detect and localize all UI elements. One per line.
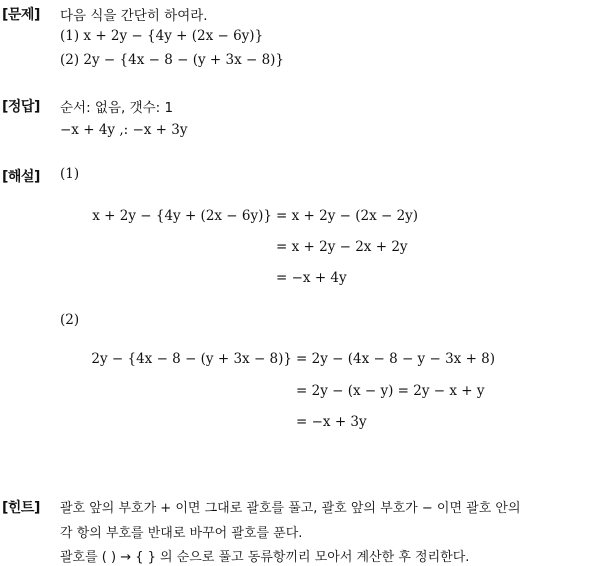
answer-label: [정답] — [2, 99, 40, 115]
solution-part1-step-1: = x + 2y − (2x − 2y) — [276, 208, 419, 224]
solution-part2-number: (2) — [60, 312, 80, 328]
hint-line-3: 괄호를 ( ) → { } 의 순으로 풀고 동류항끼리 모아서 계산한 후 정리한다. — [60, 550, 470, 565]
problem-label: [문제] — [2, 7, 40, 23]
hint-label: [힌트] — [2, 500, 40, 516]
problem-instruction: 다음 식을 간단히 하여라. — [60, 8, 208, 24]
hint-line-2: 각 항의 부호를 반대로 바꾸어 괄호를 푼다. — [60, 526, 303, 541]
answer-meta: 순서: 없음, 갯수: 1 — [60, 100, 174, 116]
answer-value: −x + 4y ,: −x + 3y — [60, 122, 188, 138]
hint-line-1: 괄호 앞의 부호가 + 이면 그대로 괄호를 풀고, 괄호 앞의 부호가 − 이면 괄호 안의 — [60, 501, 521, 516]
solution-label: [해설] — [2, 169, 40, 185]
solution-part1-step-3: = −x + 4y — [276, 270, 347, 286]
solution-part1-lhs: x + 2y − {4y + (2x − 6y)} — [92, 208, 272, 224]
solution-part1-number: (1) — [60, 166, 80, 182]
solution-part2-step-3: = −x + 3y — [296, 414, 367, 430]
solution-part1-step-2: = x + 2y − 2x + 2y — [276, 239, 408, 255]
problem-item-2: (2) 2y − {4x − 8 − (y + 3x − 8)} — [60, 52, 285, 68]
problem-item-1: (1) x + 2y − {4y + (2x − 6y)} — [60, 28, 264, 44]
solution-part2-step-2: = 2y − (x − y) = 2y − x + y — [296, 383, 485, 399]
solution-part2-lhs: 2y − {4x − 8 − (y + 3x − 8)} — [91, 351, 292, 367]
solution-part2-step-1: = 2y − (4x − 8 − y − 3x + 8) — [296, 351, 496, 367]
